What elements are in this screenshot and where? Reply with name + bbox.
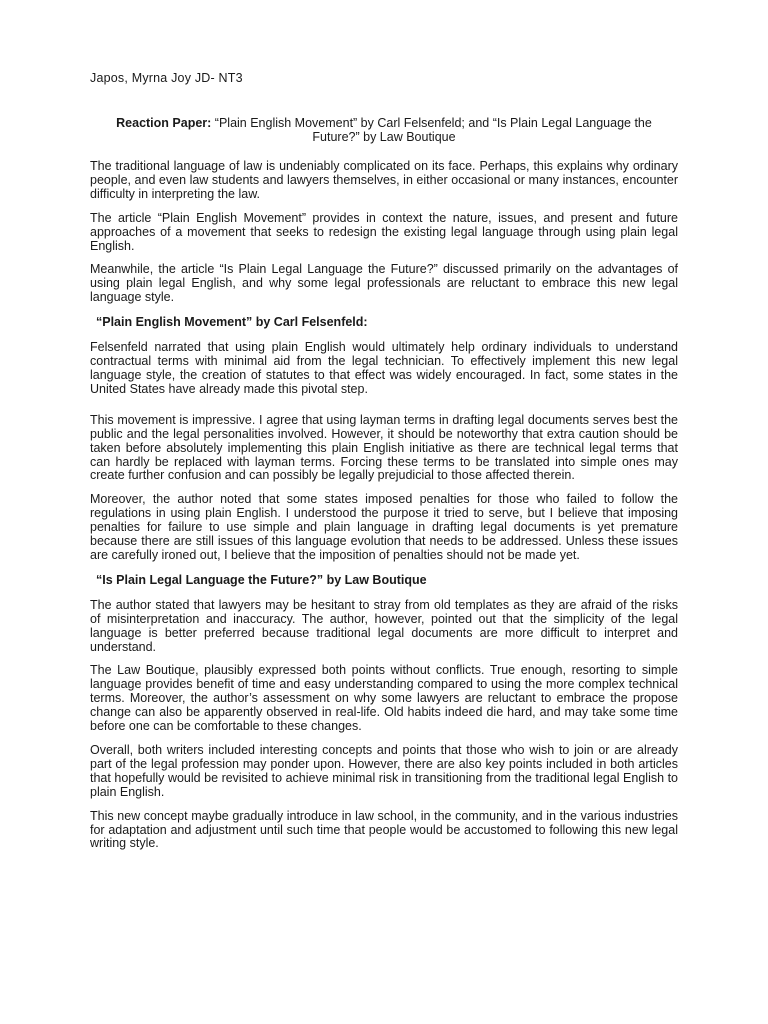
section2-paragraph-2: The Law Boutique, plausibly expressed both points without conflicts. True enough, resorting to simple language provides benefit of time and easy understanding compared to using the more complex technical terms. Moreover, the author’s assessment on why some lawyers are reluctant to embrace the propose change can also be apparently observed in real-life. Old habits indeed die hard, and may take some time before one can be comfortable to these changes. — [90, 663, 678, 734]
title-label: Reaction Paper: — [116, 116, 212, 130]
title-text: “Plain English Movement” by Carl Felsenfeld; and “Is Plain Legal Language the Future?” by Law Boutique — [211, 116, 652, 144]
paper-title — [90, 116, 678, 144]
author-line: Japos, Myrna Joy JD- NT3 — [90, 71, 243, 85]
section2-paragraph-4: This new concept maybe gradually introduce in law school, in the community, and in the various industries for adaptation and adjustment until such time that people would be accustomed to following this new legal writing style. — [90, 808, 678, 851]
intro-paragraph-3: Meanwhile, the article “Is Plain Legal Language the Future?” discussed primarily on the advantages of using plain legal English, and why some legal professionals are reluctant to embrace this new legal language style. — [90, 262, 678, 305]
section1-paragraph-2: This movement is impressive. I agree that using layman terms in drafting legal documents serves best the public and the legal personalities involved. However, it should be noteworthy that extra caution should be taken before absolutely implementing this plain English initiative as there are technical legal terms that can hardly be replaced with layman terms. Forcing these terms to be translated into simple ones may create further confusion and can possibly be legally prejudicial to those affected therein. — [90, 412, 678, 483]
section2-paragraph-1: The author stated that lawyers may be hesitant to stray from old templates as they are afraid of the risks of misinterpretation and inaccuracy. The author, however, pointed out that the simplicity of the legal language is better preferred because traditional legal documents are more difficult to interpret and understand. — [90, 597, 678, 654]
section2-heading: “Is Plain Legal Language the Future?” by Law Boutique — [96, 572, 427, 587]
section1-heading: “Plain English Movement” by Carl Felsenfeld: — [96, 315, 368, 330]
section1-paragraph-3: Moreover, the author noted that some states imposed penalties for those who failed to follow the regulations in using plain English. I understood the purpose it tried to serve, but I believe that imposing penalties for failure to use simple and plain language in drafting legal documents is yet premature because there are still issues of this language evolution that needs to be addressed. Unless these issues are carefully ironed out, I believe that the imposition of penalties should not be made yet. — [90, 492, 678, 562]
section1-paragraph-1: Felsenfeld narrated that using plain English would ultimately help ordinary individuals to understand contractual terms with minimal aid from the legal technician. To effectively implement this new legal language style, the creation of statutes to that effect was widely encouraged. In fact, some states in the United States have already made this pivotal step. — [90, 340, 678, 396]
intro-paragraph-2: The article “Plain English Movement” provides in context the nature, issues, and present and future approaches of a movement that seeks to redesign the existing legal language through using plain legal English. — [90, 210, 678, 253]
section2-paragraph-3: Overall, both writers included interesting concepts and points that those who wish to join or are already part of the legal profession may ponder upon. However, there are also key points included in both articles that hopefully would be revisited to achieve minimal risk in transitioning from the traditional legal English to plain English. — [90, 743, 678, 799]
document-page — [90, 70, 678, 861]
intro-paragraph-1: The traditional language of law is undeniably complicated on its face. Perhaps, this explains why ordinary people, and even law students and lawyers themselves, in either occasional or many instances, encounter difficulty in interpreting the law. — [90, 159, 678, 201]
